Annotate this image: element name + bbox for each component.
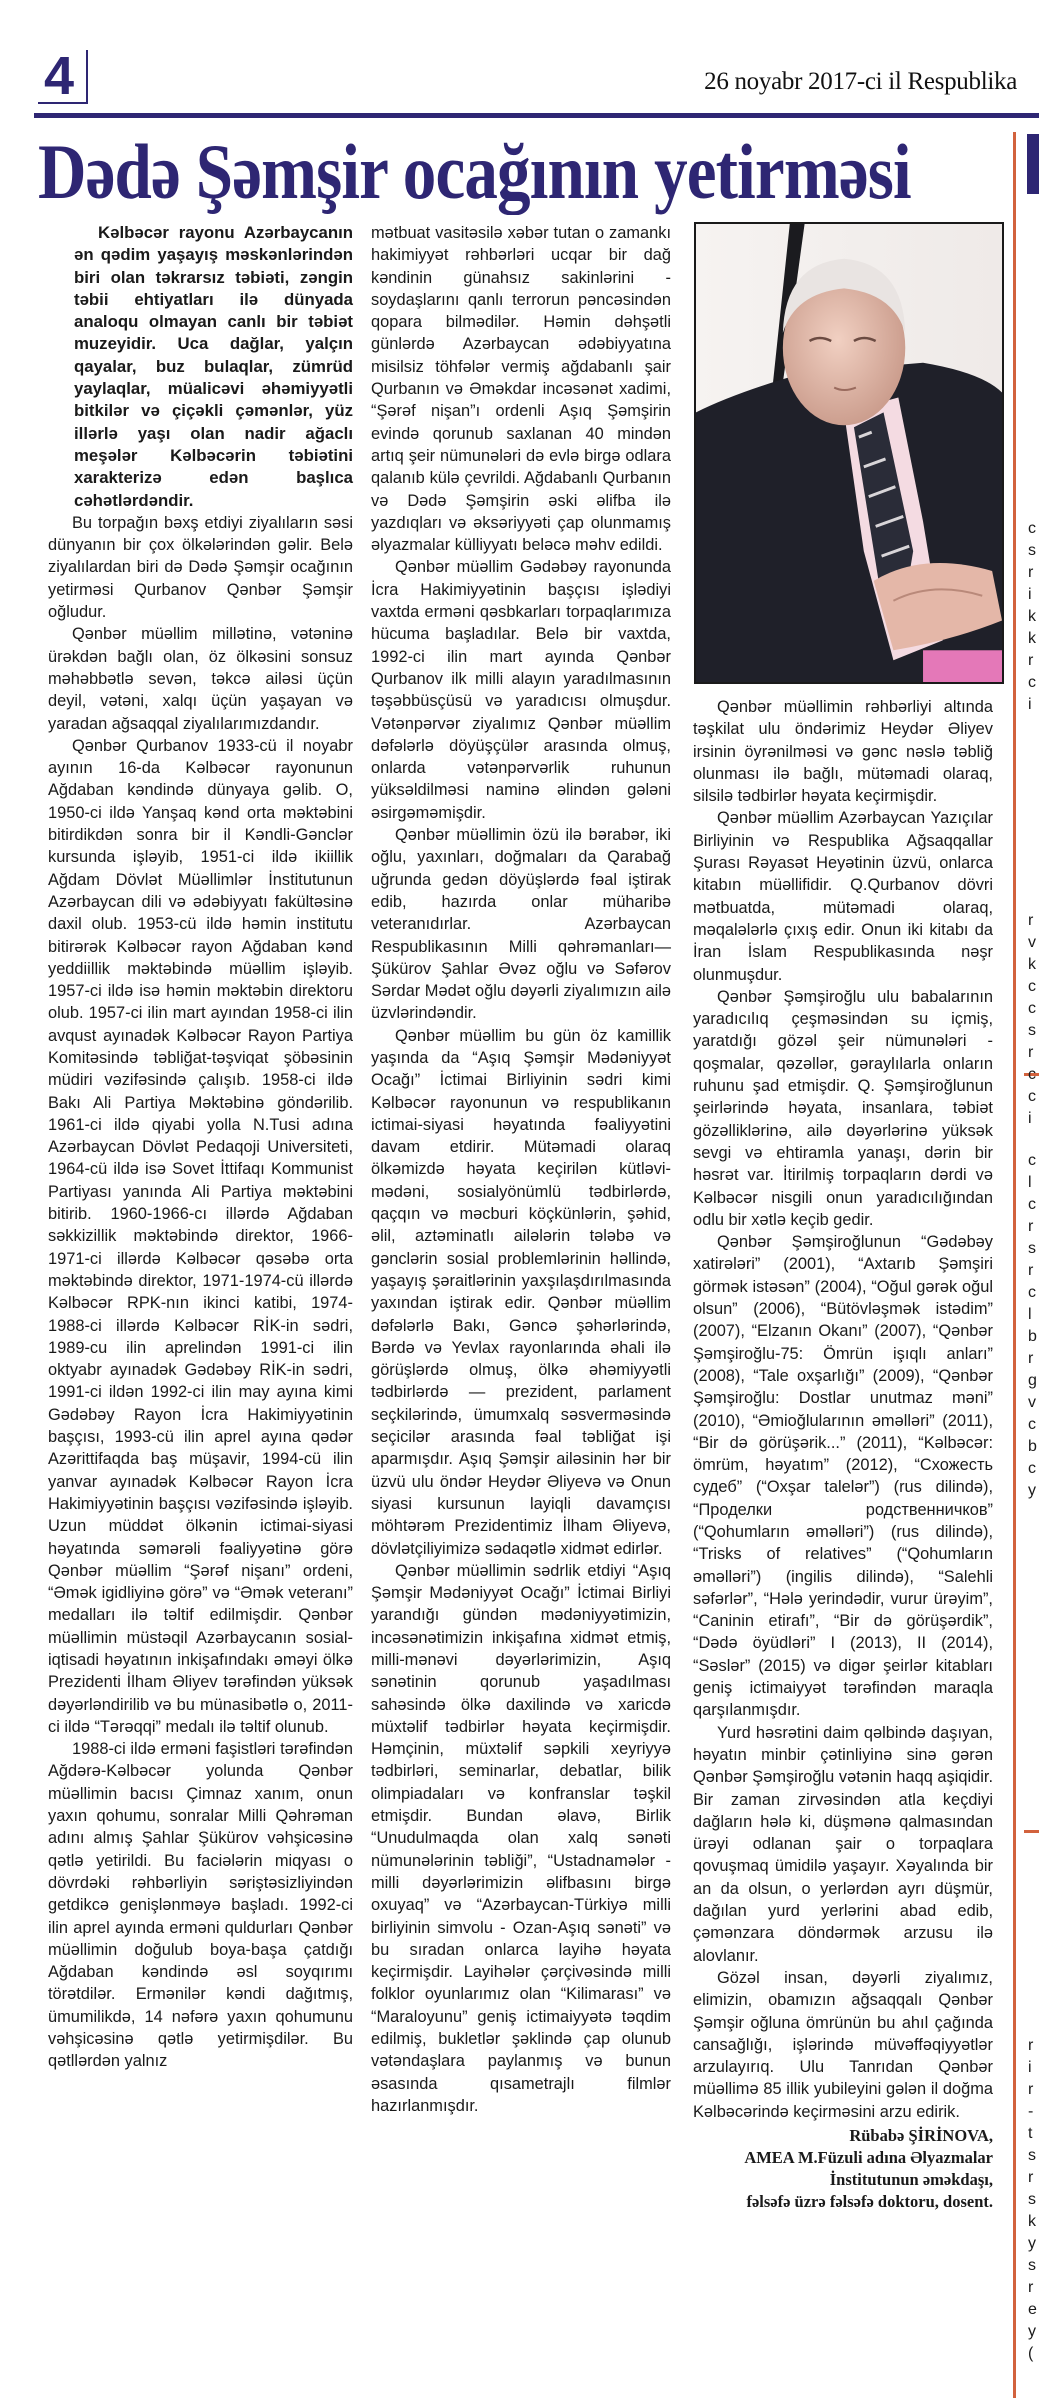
page-number-box — [38, 46, 88, 106]
article-column-1 — [48, 222, 353, 2073]
adjacent-article-fragment: c l c r s r c l b r g v c b c y — [1028, 1152, 1037, 1499]
paragraph: Qənbər müəllimin özü ilə bərabər, iki oğlu, yaxınları, doğmaları da Qarabağ uğrunda gedən döyüşlərdə fəal iştirak edib, hazırda onlar müharibə veteranıdırlar. Azərbaycan Respublikasının Milli qəhrəmanları— Şükürov Şahlar Əvəz oğlu və Səfərov Sərdar Mədət oğlu dəyərli ziyalımızın ailə üzvlərindəndir. — [371, 826, 671, 1023]
author-affiliation: İnstitutunun əməkdaşı, — [829, 2170, 993, 2189]
author-affiliation: AMEA M.Füzuli adına Əlyazmalar — [744, 2148, 993, 2167]
adjacent-article-fragment: c s r i k k r c i — [1028, 520, 1036, 713]
article-headline: Dədə Şəmşir ocağının yetirməsi — [38, 128, 911, 215]
paragraph: Qənbər müəllim Azərbaycan Yazıçılar Birliyinin və Respublika Ağsaqqallar Şurası Rəyasət Heyətinin üzvü, onlarca kitabın müəllifidir. Q.Qurbanov dövri mətbuatda, mütəmadi olaraq, məqalələrlə çıxış edir. Onun iki kitabı da İran İslam Respublikasında nəşr olunmuşdur. — [693, 809, 993, 984]
article-lead: Kəlbəcər rayonu Azərbaycanın ən qədim yaşayış məskənlərindən biri olan təkrarsız təbiəti, zəngin təbii ehtiyatları ilə dünyada analoqu olmayan canlı bir təbiət muzeyidir. Uca dağlar, yalçın qayalar, buz bulaqlar, zümrüd yaylaqlar, müalicəvi əhəmiyyətli bitkilər və çiçəkli çəmənlər, yüz illərlə yaşı olan nadir ağaclı meşələr Kəlbəcərin təbiətini xarakterizə edən başlıca cəhətlərdəndir. — [74, 223, 353, 510]
paragraph: Qənbər Şəmşiroğlunun “Gədəbəy xatirələri” (2001), “Axtarıb Şəmşiri görmək istəsən” (2004), “Oğul gərək oğul olsun” (2006), “Bütövləşmək istədim” (2007), “Elzanın Okanı” (2007), “Qənbər Şəmşiroğlu-75: Ömrün işıqlı anları” (2008), “Tale oxşarlığı” (2009), “Qənbər Şəmşiroğlu: Dostlar unutmaz məni” (2010), “Əmioğlularının əməlləri” (2011), “Bir də görüşərik...” (2011), “Kəlbəcər: ömrüm, həyatım” (2012), “Схожесть судеб” (“Oxşar talelər”) (rus dilində), “Проделки родственничков” (“Qohumların əməlləri”) (rus dilində), “Trisks of relatives” (“Qohumların əməlləri”) (ingilis dilində), “Salehli səfərlər”, “Hələ yerindədir, vurur ürəyim”, “Caninin etirafı”, “Bir də görüşərdik”, “Dədə öyüdləri” I (2013), II (2014), “Səslər” (2015) və digər şeirlər kitabları geniş ictimaiyyət tərəfindən maraqla qarşılanmışdır. — [693, 1233, 993, 1720]
paragraph: Qənbər müəllim millətinə, vətəninə ürəkdən bağlı olan, öz ölkəsini sonsuz məhəbbətlə sevən, təkcə ailəsi üçün deyil, vətəni, xalqı üçün yaşayan və yaradan ağsaqqal ziyalılarımızdandır. — [48, 625, 353, 733]
article-column-3 — [693, 696, 993, 2213]
adjacent-headline-fragment — [1027, 134, 1039, 194]
paragraph: Bu torpağın bəxş etdiyi ziyalıların səsi dünyanın bir çox ölkələrindən gəlir. Belə ziyalılardan biri də Dədə Şəmşir ocağının yetirməsi Qurbanov Qənbər Şəmşir oğludur. — [48, 513, 353, 622]
article-column-2 — [371, 222, 671, 2117]
paragraph: Yurd həsrətini daim qəlbində daşıyan, həyatın minbir çətinliyinə sinə gərən Qənbər Şəmşiroğlu vətənin haqq aşiqidir. Bir zaman zirvəsindən atla keçdiyi dağların hələ ki, düşmənə qalmasından ürəyi odlanan şair o torpaqlara qovuşmaq ümidilə yaşayır. Xəyalında bir an da olsun, o yerlərdən ayrı düşmür, dağılan yurd yerlərini abad edib, çəmənzara döndərmək arzusu ilə alovlanır. — [693, 1723, 993, 1965]
paragraph: mətbuat vasitəsilə xəbər tutan o zamankı hakimiyyət rəhbərləri ucqar bir dağ kəndinin günahsız sakinlərini - soydaşlarını qanlı terrorun pəncəsindən qopara bilmədilər. Həmin dəhşətli günlərdə Azərbaycan ədəbiyyatına misilsiz töhfələr vermiş ağdabanlı şair Qurbanın və Əməkdar incəsənət xadimi, “Şərəf nişan”ı ordenli Aşıq Şəmşirin evində qorunub saxlanan 40 mindən artıq şeir nümunələri də evlə birgə odlara qalanıb külə çevrildi. Ağdabanlı Qurbanın və Dədə Şəmşirin əski əlifba ilə yazdıqları və əksəriyyəti çap olunmamış əlyazmalar külliyyatı beləcə məhv edildi. — [371, 224, 671, 555]
adjacent-article-fragment: r v k c c s r c c i — [1028, 912, 1036, 1127]
author-signature — [693, 2125, 993, 2213]
header-rule — [34, 113, 1039, 118]
paragraph: Qənbər müəllimin rəhbərliyi altında təşkilat ulu öndərimiz Heydər Əliyev irsinin öyrənilməsi və gənc nəslə təbliğ olunması ilə bağlı, mütəmadi olaraq, silsilə tədbirlər həyata keçirmişdir. — [693, 698, 993, 806]
paragraph: Qənbər Şəmşiroğlu ulu babalarının yaradıcılıq çeşməsindən su içmiş, yaratdığı gözəl şeir nümunələri - qoşmalar, qəzəllər, gəraylılarla onların ruhunu şad etmişdir. Q. Şəmşiroğlunun şeirlərində həyata, insanlara, təbiət gözəlliklərinə, ailə dəyərlərinə yüksək sevgi və ehtiramla yanaşı, dərin bir həsrət var. İtirilmiş torpaqların dərdi və Kəlbəcər nisgili onun yaradıcılığından odlu bir xətlə keçib gedir. — [693, 987, 993, 1229]
paragraph: 1988-ci ildə erməni faşistləri tərəfindən Ağdərə-Kəlbəcər yolunda Qənbər müəllimin bacısı Çimnaz xanım, onun yaxın qohumu, sonralar Milli Qəhrəman adını almış Şahlar Şükürov vəhşicəsinə qətlə yetirildi. Bu faciələrin miqyası o dövrdəki rəhbərliyin səriştəsizliyindən getdikcə genişlənməyə başladı. 1992-ci ilin aprel ayında erməni quldurları Qənbər müəllimin doğulub boya-başa çatdığı Ağdaban kəndində əsl soyqırımı törətdilər. Ermənilər kəndi dağıtmış, ümumilikdə, 14 nəfərə yaxın qohumunu vəhşicəsinə qətlə yetirmişdilər. Bu qətllərdən yalnız — [48, 1740, 353, 2071]
masthead-date-publication: 26 noyabr 2017-ci il Respublika — [704, 68, 1017, 95]
page-number: 4 — [44, 46, 75, 106]
adjacent-article-fragment: r i r - t s r s k y s r e y ( — [1028, 2037, 1037, 2362]
column-divider — [1013, 132, 1016, 2398]
paragraph: Gözəl insan, dəyərli ziyalımız, elimizin, obamızın ağsaqqalı Qənbər Şəmşir oğluna ömrünün bu ahıl çağında cansağlığı, işlərində müvəffəqiyyətlər arzulayırıq. Ulu Tanrıdan Qənbər müəllimə 85 illik yubileyini gələn il doğma Kəlbəcərində keçirməsini arzu edirik. — [693, 1968, 993, 2121]
author-title: fəlsəfə üzrə fəlsəfə doktoru, dosent. — [746, 2192, 993, 2211]
paragraph: Qənbər Qurbanov 1933-cü il noyabr ayının 16-da Kəlbəcər rayonunun Ağdaban kəndində dünyaya gəlib. O, 1950-ci ildə Yanşaq kənd orta məktəbini bitirdikdən sonra bir il Kəndli-Gənclər kursunda işləyib, 1951-ci ildə ikiillik Ağdam Dövlət Müəllimlər İnstitutunun Azərbaycan dili və ədəbiyyatı fakültəsinə daxil olub. 1953-cü ildə həmin institutu bitirərək Kəlbəcər rayon Ağdaban kənd yeddiillik məktəbində müəllim işləyib. 1957-ci ildə isə həmin məktəbin direktoru olub. 1957-ci ilin mart ayından 1958-ci ilin avqust ayınadək Kəlbəcər Rayon Partiya Komitəsində təbliğat-təşviqat şöbəsinin müdiri vəzifəsində çalışıb. 1958-ci ildə Bakı Ali Partiya Məktəbinə göndərilib. 1961-ci ildə qiyabi yolla N.Tusi adına Azərbaycan Dövlət Pedaqoji Universiteti, 1964-cü ildə isə Sovet İttifaqı Kommunist Partiyası yanında Ali Partiya məktəbini bitirib. 1960-1966-cı illərdə Ağdaban səkkizillik məktəbində direktor, 1966-1971-ci illərdə Kəlbəcər qəsəbə orta məktəbində direktor, 1971-1974-cü illərdə Kəlbəcər RPK-nın ikinci katibi, 1974-1988-ci illərdə Kəlbəcər RİK-in sədri, 1989-cu ilin aprelindən 1991-ci ilin oktyabr ayınadək Gədəbəy RİK-in sədri, 1991-ci ildən 1992-ci ilin may ayına kimi Gədəbəy Rayon İcra Hakimiyyətinin başçısı, 1993-cü ilin aprel ayına qədər Azərittifaqda baş müşavir, 1994-cü ilin yanvar ayınadək Kəlbəcər Rayon İcra Hakimiyyətinin başçısı vəzifəsində işləyib. Uzun müddət ölkənin ictimai-siyasi həyatında səmərəli fəaliyyətinə görə Qənbər müəllim “Şərəf nişanı” ordeni, “Əmək igidliyinə görə” və “Əmək veteranı” medalları ilə təltif edilmişdir. Qənbər müəllimin müstəqil Azərbaycanın sosial-iqtisadi həyatının inkişafındakı əməyi ölkə Prezidenti İlham Əliyev tərəfindən yüksək dəyərləndirilib və bu münasibətlə o, 2011-ci ildə “Tərəqqi” medalı ilə təltif olunub. — [48, 736, 353, 1736]
portrait-illustration — [696, 224, 1002, 682]
portrait-photo — [694, 222, 1004, 684]
adjacent-divider — [1024, 1830, 1039, 1833]
paragraph: Qənbər müəllim bu gün öz kamillik yaşında da “Aşıq Şəmşir Mədəniyyət Ocağı” İctimai Birliyinin sədri kimi Kəlbəcər rayonunun və respublikanın ictimai-siyasi həyatında fəaliyyətini davam etdirir. Mütəmadi olaraq ölkəmizdə həyata keçirilən kütləvi-mədəni, sosialyönümlü tədbirlərdə, qaçqın və məcburi köçkünlərin, şəhid, əlil, aztəminatlı ailələrin tələbə və gənclərin sosial problemlərinin həllində, yaşayış şəraitlərinin yaxşılaşdırılmasında yaxından iştirak edir. Qənbər müəllim dəfələrlə Bakı, Gəncə şəhərlərində, Bərdə və Yevlax rayonlarında əhali ilə görüşlərdə olmuş, ölkə əhəmiyyətli tədbirlərdə — prezident, parlament seçkilərində, ümumxalq səsverməsində seçicilər arasında fəal təbliğat işi aparmışdır. Aşıq Şəmşir ailəsinin hər bir üzvü ulu öndər Heydər Əliyevə və Onun siyasi kursunun layiqli davamçısı möhtərəm Prezidentimiz İlham Əliyevə, dövlətçiliyimizə sədaqətlə xidmət edirlər. — [371, 1026, 671, 1558]
paragraph: Qənbər müəllim Gədəbəy rayonunda İcra Hakimiyyətinin başçısı işlədiyi vaxtda erməni qəsbkarları torpaqlarımıza hücuma başladılar. Belə bir vaxtda, 1992-ci ilin mart ayında Qənbər Qurbanov ilk milli alayın yaradılmasının təşəbbüsçüsü və yaradıcısı olmuşdur. Vətənpərvər ziyalımız Qənbər müəllim dəfələrlə döyüşçülər arasında olmuş, onlarda vətənpərvərlik ruhunun yüksəldilməsi naminə əlindən gələni əsirgəməmişdir. — [371, 558, 671, 822]
author-name: Rübabə ŞİRİNOVA, — [849, 2126, 993, 2145]
paragraph: Qənbər müəllimin sədrlik etdiyi “Aşıq Şəmşir Mədəniyyət Ocağı” İctimai Birliyi yarandığı gündən mədəniyyətimizin, incəsənətimizin inkişafına xidmət etmiş, milli-mənəvi dəyərlərimizin, Aşıq sənətinin qorunub yaşadılması sahəsində ölkə daxilində və xaricdə müxtəlif tədbirlər həyata keçirmişdir. Həmçinin, müxtəlif səpkili xeyriyyə tədbirləri, seminarlar, debatlar, bilik olimpiadaları və konfranslar təşkil etmişdir. Bundan əlavə, Birlik “Unudulmaqda olan xalq sənəti nümunələrinin təbliği”, “Ustadnamələr - milli dəyərlərimizin əlifbasını birgə oxuyaq” və “Azərbaycan-Türkiyə milli birliyinin simvolu - Ozan-Aşıq sənəti” və bu sıradan onlarca layihə həyata keçirmişdir. Layihələr çərçivəsində milli folklor oyunlarımız olan “Kilimarası” və “Maraloyunu” geniş ictimaiyyətə təqdim edilmiş, bukletlər şəklində çap olunub vətəndaşlara paylanmış və bunun əsasında qısametrajlı filmlər hazırlanmışdır. — [371, 1561, 671, 2115]
